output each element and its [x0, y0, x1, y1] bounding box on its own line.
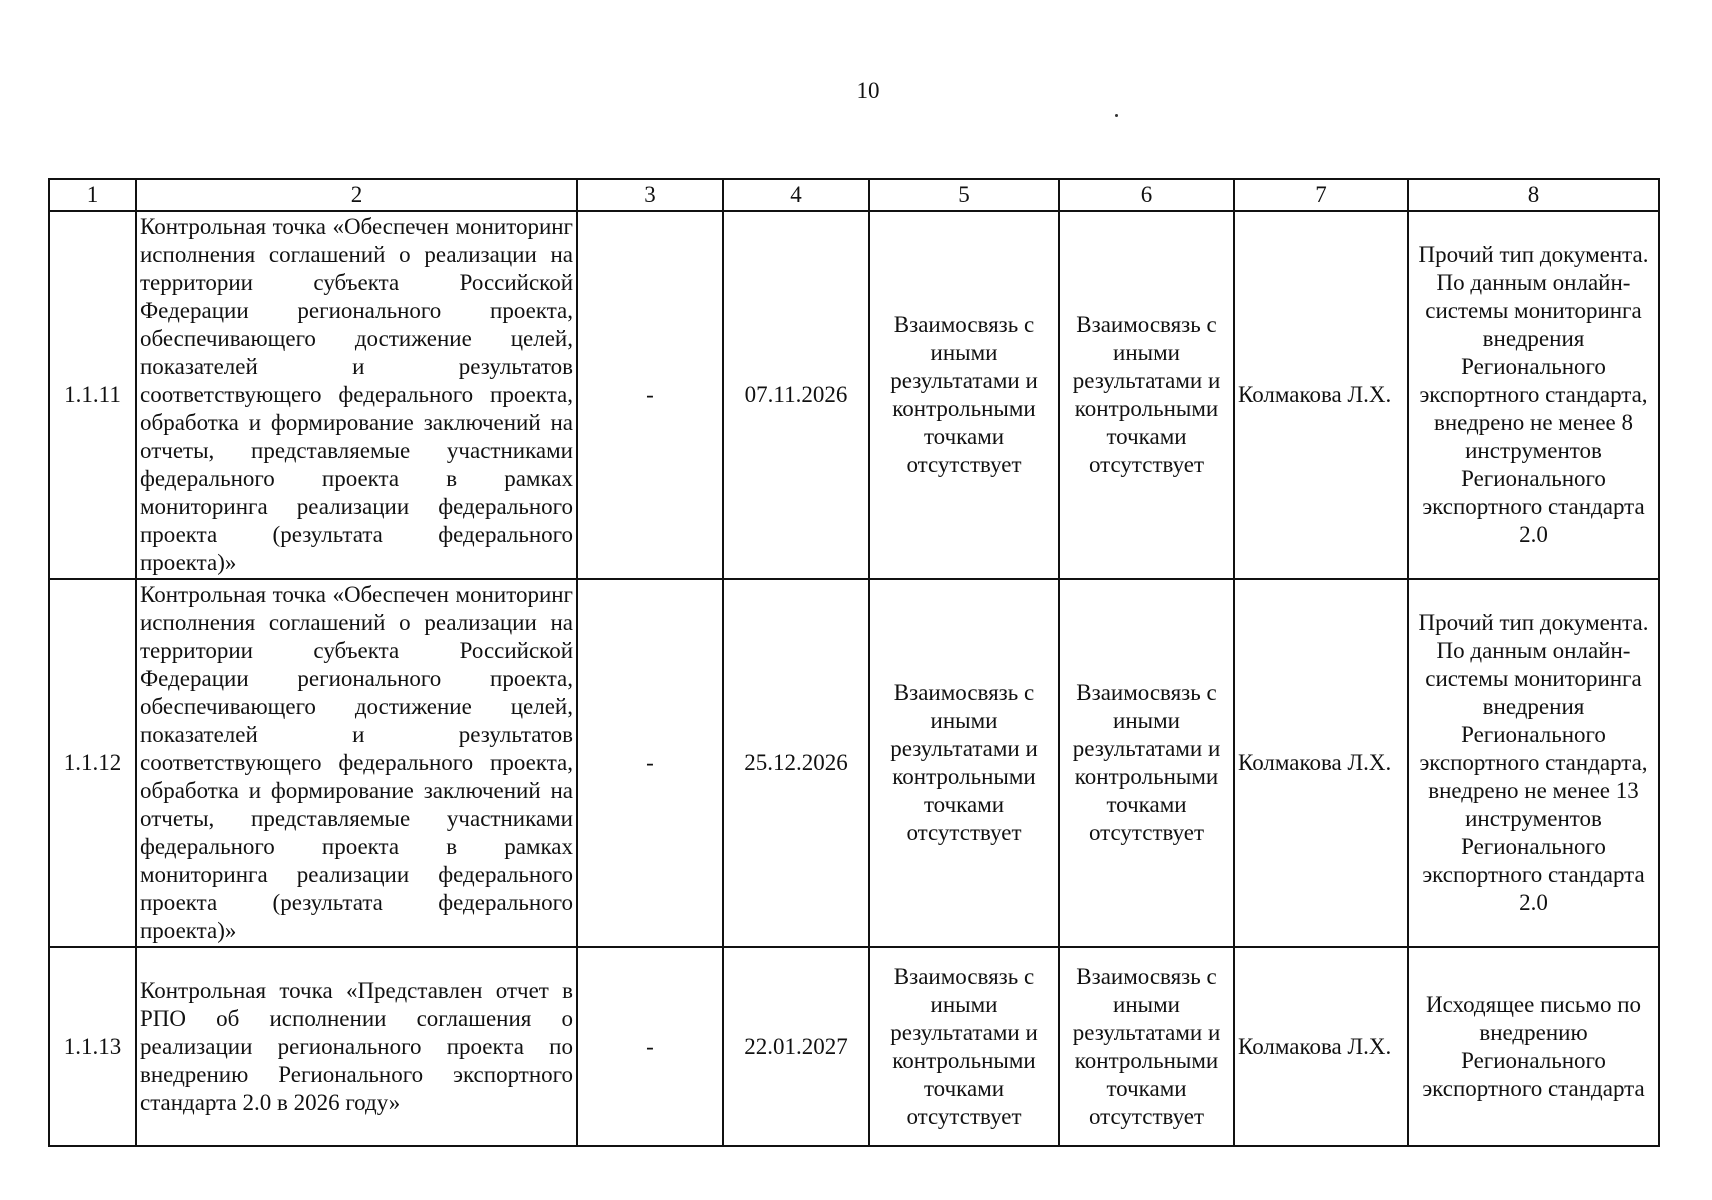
document-type: Исходящее письмо по внедрению Регионального экспортного стандарта: [1408, 947, 1659, 1146]
header-col-5: 5: [869, 179, 1059, 211]
col3-value: -: [577, 211, 723, 579]
row-number: 1.1.12: [49, 579, 136, 947]
control-point-name: Контрольная точка «Обеспечен мониторинг исполнения соглашений о реализации на территории субъекта Российской Федерации регионального проекта, обеспечивающего достижение целей, показателей и результатов соответствующего федерального проекта, обработка и формирование заключений на отчеты, представляемые участниками федерального проекта в рамках мониторинга реализации федерального проекта (результата федерального проекта)»: [136, 579, 577, 947]
table-row: [49, 947, 1659, 1146]
linkage-text: Взаимосвязь с иными результатами и контрольными точками отсутствует: [869, 947, 1059, 1146]
responsible-person: Колмакова Л.Х.: [1234, 947, 1408, 1146]
table-row: [49, 211, 1659, 579]
linkage-text-2: Взаимосвязь с иными результатами и контрольными точками отсутствует: [1059, 579, 1234, 947]
row-number: 1.1.11: [49, 211, 136, 579]
scan-dot: [1115, 114, 1118, 117]
header-row: [49, 179, 1659, 211]
deadline-date: 07.11.2026: [723, 211, 869, 579]
linkage-text-2: Взаимосвязь с иными результатами и контрольными точками отсутствует: [1059, 947, 1234, 1146]
responsible-person: Колмакова Л.Х.: [1234, 579, 1408, 947]
deadline-date: 25.12.2026: [723, 579, 869, 947]
linkage-text: Взаимосвязь с иными результатами и контрольными точками отсутствует: [869, 211, 1059, 579]
linkage-text-2: Взаимосвязь с иными результатами и контрольными точками отсутствует: [1059, 211, 1234, 579]
header-col-6: 6: [1059, 179, 1234, 211]
row-number: 1.1.13: [49, 947, 136, 1146]
document-type: Прочий тип документа. По данным онлайн-системы мониторинга внедрения Регионального экспортного стандарта, внедрено не менее 13 инструментов Регионального экспортного стандарта 2.0: [1408, 579, 1659, 947]
responsible-person: Колмакова Л.Х.: [1234, 211, 1408, 579]
col3-value: -: [577, 947, 723, 1146]
document-type: Прочий тип документа. По данным онлайн-системы мониторинга внедрения Регионального экспортного стандарта, внедрено не менее 8 инструментов Регионального экспортного стандарта 2.0: [1408, 211, 1659, 579]
page-number: 10: [856, 78, 880, 103]
control-point-name: Контрольная точка «Представлен отчет в РПО об исполнении соглашения о реализации регионального проекта по внедрению Регионального экспортного стандарта 2.0 в 2026 году»: [136, 947, 577, 1146]
header-col-1: 1: [49, 179, 136, 211]
deadline-date: 22.01.2027: [723, 947, 869, 1146]
col3-value: -: [577, 579, 723, 947]
linkage-text: Взаимосвязь с иными результатами и контрольными точками отсутствует: [869, 579, 1059, 947]
header-col-3: 3: [577, 179, 723, 211]
header-col-4: 4: [723, 179, 869, 211]
header-col-2: 2: [136, 179, 577, 211]
header-col-7: 7: [1234, 179, 1408, 211]
control-point-name: Контрольная точка «Обеспечен мониторинг исполнения соглашений о реализации на территории субъекта Российской Федерации регионального проекта, обеспечивающего достижение целей, показателей и результатов соответствующего федерального проекта, обработка и формирование заключений на отчеты, представляемые участниками федерального проекта в рамках мониторинга реализации федерального проекта (результата федерального проекта)»: [136, 211, 577, 579]
control-points-table: [48, 178, 1660, 1147]
table-row: [49, 579, 1659, 947]
header-col-8: 8: [1408, 179, 1659, 211]
